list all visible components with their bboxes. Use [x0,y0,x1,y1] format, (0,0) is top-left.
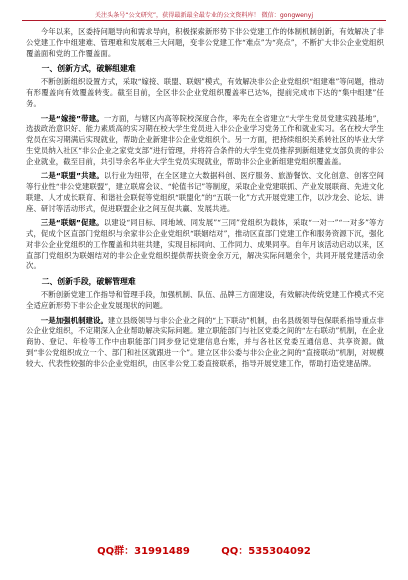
section2-heading: 二、创新手段，破解管理难 [41,277,136,286]
section1-lead-2: 二是“联盟”共建。 [40,171,104,181]
section2-lead-1: 一是加强机制建设。 [40,315,108,325]
header-banner: 关注头条号“公文研究”，获得最新最全最专业的公文资料库！ 微信：gongwenyj [94,12,314,19]
section1-lead-3: 三是“联姻”促建。 [40,218,104,228]
footer-qq-group: QQ群：31991489 [97,546,190,557]
section1-paragraph-4 [26,218,384,272]
section2-paragraph-1: 不断创新党建工作指导和管理手段，加强机制、队伍、品牌三方面建设，有效解决传统党建工作模式不完全适应新形势下非公企业发展现状的问题。 [26,290,384,310]
section1-paragraph-3 [26,171,384,214]
section1-lead-1: 一是“嫁接”带建。 [40,113,104,123]
section1-paragraph-1: 不断创新组织设置方式，采取“嫁接、联盟、联姻”模式，有效解决非公企业党组织“组建难”等问题，推动有形覆盖向有效覆盖转变。截至目前，全区非公企业党组织覆盖率已达%，提前完成市下达的“集中组建”任务。 [26,77,384,108]
header-divider [22,20,386,21]
section2-text-2: 建立县级领导与非公企业之间的“上下联动”机制，由名县级领导包保联系指导重点非公企业党组织，不定期深入企业帮助解决实际问题。建立职能部门与社区党委之间的“左右联动”机制，在企业商协、登记、年检等工作中由职能部门同步登记党建信息台账，并与各社区党委互通信息、共享资源。做到“非公党组织成立一个、部门和社区就跟进一个”。建立区非公委与非公企业之间的“直接联动”机制，对规模较大、代表性较强的非公企业党组织，由区非公党工委直接联系，指导开展党建工作，帮助打造党建品牌。 [26,315,384,368]
section1-paragraph-2 [26,114,384,168]
document-body [26,27,384,373]
section2-paragraph-2 [26,316,384,370]
section1-text-3: 以行业为纽带，在全区建立大数据科创、医疗服务、旅游餐饮、文化创意、创客空间等行业性“非公党建联盟”，建立联席会议、“轮值书记”等制度，采取企业党建联抓、产业发展联商、先进文化联建、人才成长联育、和谐社会联促等党组织“联盟化”的“五联一化”方式开展党建工作，以沙龙会、论坛、讲座、研讨等活动形式，促进联盟企业之间互促共赢、发展共进。 [26,171,385,213]
section1-text-2: 一方面，与辖区内高等院校深度合作，率先在全省建立“大学生党员党建实践基地”，选拔政治意识好、能力素质高的实习期在校大学生党员进入非公企业学习党务工作和就业实习。名在校大学生党员在实习期满后实现就业，帮助企业新建非公企业党组织个。另一方面，把持续组织关系转社区的毕业大学生党员纳入社区“非公企业之家党支部”进行管理，并将符合条件的大学生党员推荐到新组建党支部负责的非公企业就业，截至目前，共引导余名毕业大学生党员实现就业，帮助非公企业新组建党组织覆盖盖。 [26,113,384,166]
intro-paragraph: 今年以来，区委持问题导向和需求导向，积极探索新形势下非公党建工作的体制机制创新，有效解决了非公党建工作中组建难、管理难和发展难三大问题，变非公党建工作“难点”为“亮点”，不断扩大非公企业党组织覆盖面和党的工作覆盖面。 [26,27,384,58]
footer-contact [0,542,408,557]
section1-text-4: 以建设“同目标、同地域、同发展”“三同”党组织为载体，采取“一对一”“一对多”等方式，促成个区直部门党组织与余家非公企业党组织“联姻结对”，推动区直部门党建工作和服务资源下沉，强化对非公企业党组织的工作覆盖和共驻共建，实现目标同向、工作同力、成果同享。自年月该活动启动以来，区直部门党组织为联姻结对的非公企业党组织提供帮扶资金余万元，解决实际问题余个，共同开展党建活动余次。 [26,218,385,271]
footer-qq: QQ：535304092 [221,546,311,557]
section1-heading: 一、创新方式，破解组建难 [41,64,136,74]
